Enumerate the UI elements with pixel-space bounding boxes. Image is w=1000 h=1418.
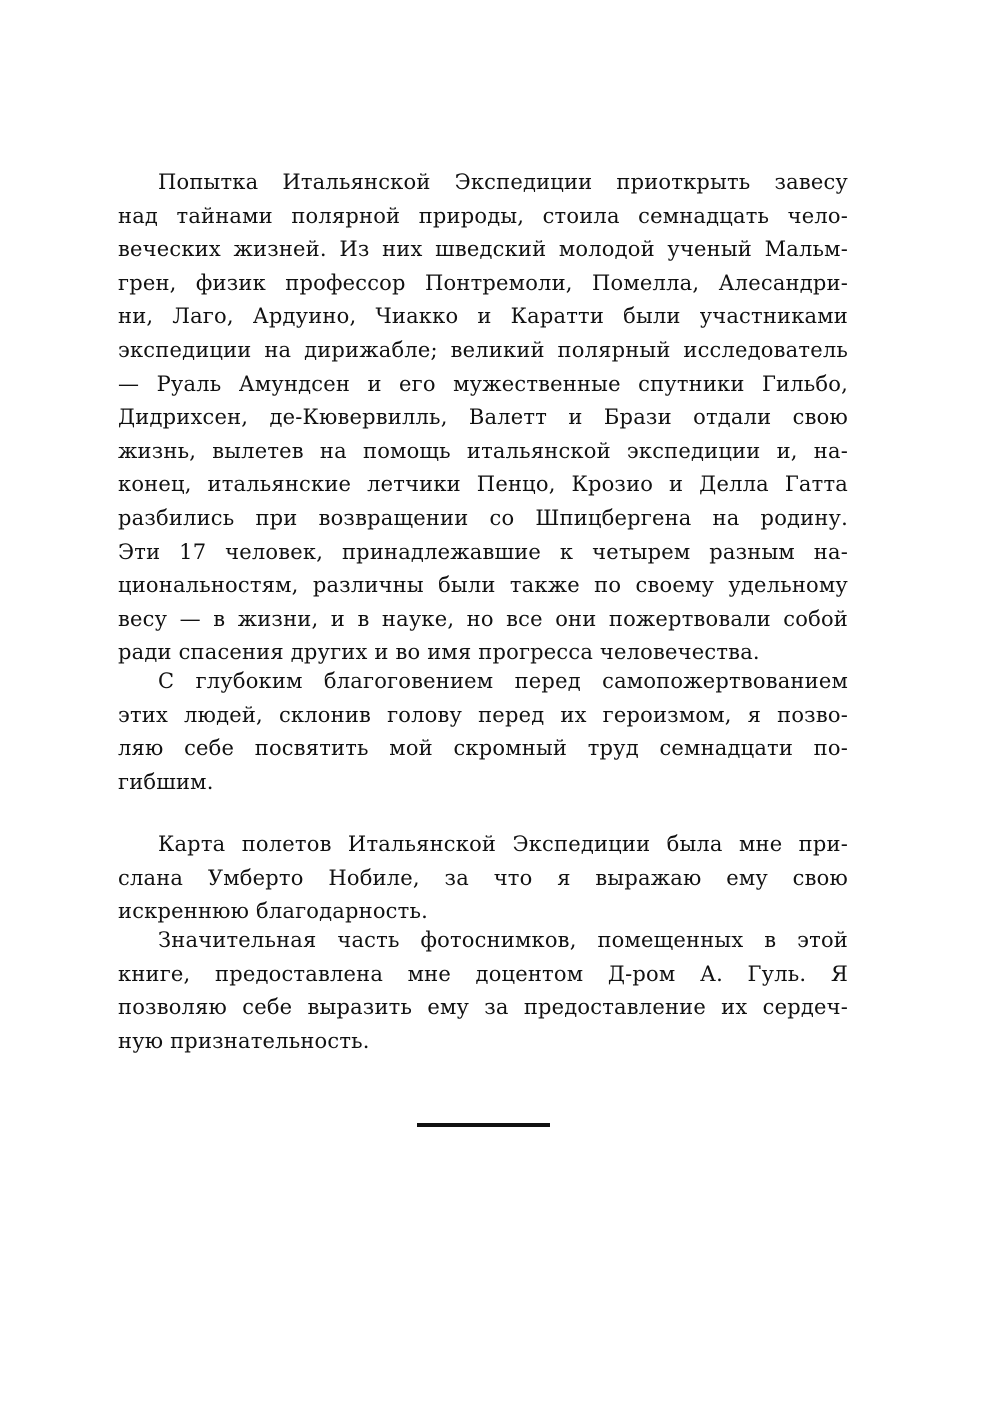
text-line: весу — в жизни, и в науке, но все они пожертвовали собой (118, 606, 848, 631)
paragraph-photo-credit (118, 924, 848, 1058)
text-line: ради спасения других и во имя прогресса человечества. (118, 640, 760, 665)
text-line: грен, физик профессор Понтремоли, Помелла, Алесандри- (118, 270, 848, 295)
text-line: Попытка Итальянской Экспедиции приоткрыть завесу (158, 170, 848, 194)
section-divider (417, 1123, 550, 1127)
text-line: ни, Лаго, Ардуино, Чиакко и Каратти были участниками (118, 304, 848, 329)
paragraph-tribute (118, 665, 848, 799)
text-line: экспедиции на дирижабле; великий полярный исследователь (118, 337, 848, 362)
text-line: — Руаль Амундсен и его мужественные спутники Гильбо, (118, 371, 848, 396)
text-line: над тайнами полярной природы, стоила семнадцать чело- (118, 203, 848, 228)
text-line: позволяю себе выразить ему за предоставление их сердеч- (118, 995, 848, 1020)
text-line: ную признательность. (118, 1028, 370, 1053)
text-line: циональностям, различны были также по своему удельному (118, 573, 848, 598)
text-line: слана Умберто Нобиле, за что я выражаю ему свою (118, 865, 848, 890)
paragraph-dedication (118, 166, 848, 670)
text-line: Карта полетов Итальянской Экспедиции была мне при- (158, 832, 848, 856)
text-line: гибшим. (118, 769, 214, 794)
text-line: разбились при возвращении со Шпицбергена на родину. (118, 505, 848, 530)
text-line: Дидрихсен, де-Кювервилль, Валетт и Брази отдали свою (118, 405, 848, 430)
text-line: искреннюю благодарность. (118, 899, 428, 924)
paragraph-map-credit (118, 828, 848, 929)
text-line: жизнь, вылетев на помощь итальянской экспедиции и, на- (118, 438, 848, 463)
text-line: книге, предоставлена мне доцентом Д-ром А. Гуль. Я (118, 961, 848, 986)
text-line: веческих жизней. Из них шведский молодой ученый Мальм- (118, 237, 848, 262)
text-line: этих людей, склонив голову перед их героизмом, я позво- (118, 702, 848, 727)
text-line: ляю себе посвятить мой скромный труд семнадцати по- (118, 736, 848, 761)
text-line: С глубоким благоговением перед самопожертвованием (158, 669, 848, 693)
text-line: конец, итальянские летчики Пенцо, Крозио и Делла Гатта (118, 472, 848, 497)
text-line: Эти 17 человек, принадлежавшие к четырем разным на- (118, 539, 848, 564)
text-line: Значительная часть фотоснимков, помещенных в этой (158, 928, 848, 952)
